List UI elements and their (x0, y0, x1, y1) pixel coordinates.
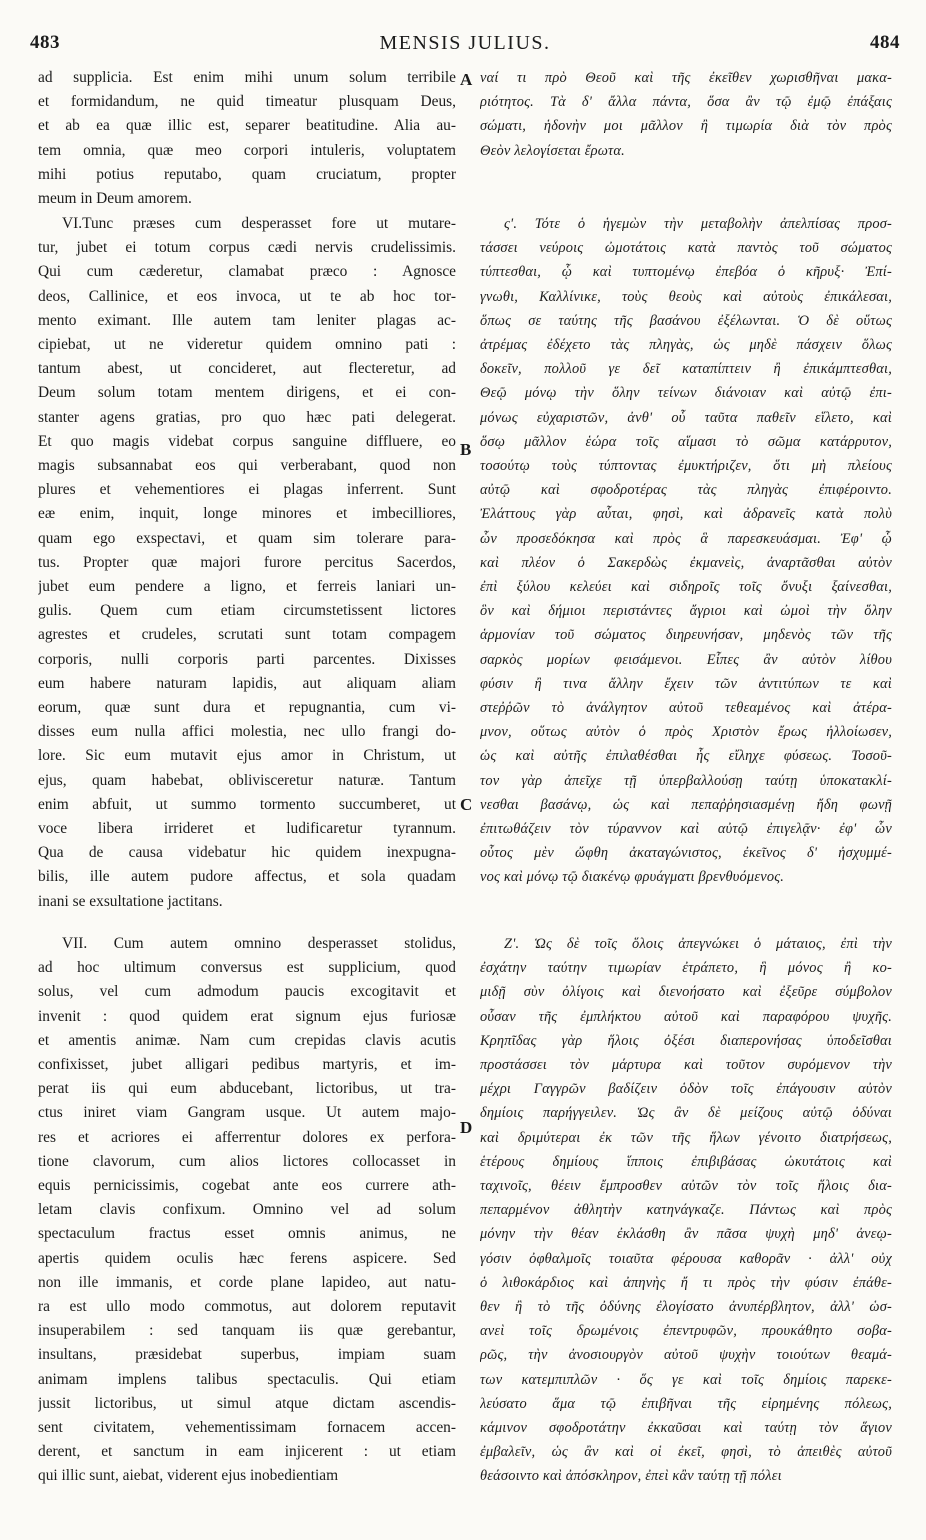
text-line: των κατεμπιπλῶν · ὅς γε καὶ τοῖς δημίοις παρεκε- (480, 1371, 892, 1388)
text-line: confixisset, jubet alligari pedibus martyris, et im- (38, 1056, 456, 1074)
text-line: θεν ἢ τὸ τῆς ὀδύνης ἐλογίσατο ἀνυπέρβλητον, ἀλλ' ὡσ- (480, 1299, 892, 1316)
text-line: corporis, nulli corporis parti parcentes. Dixisses (38, 650, 456, 668)
text-line: eorum, quæ sunt dura et repugnantia, cum vi- (38, 699, 456, 717)
text-line: apertis quidem oculis hæc ferens aspicere. Sed (38, 1249, 456, 1267)
text-line: insultans, præsidebat superbus, impiam suam (38, 1346, 456, 1364)
text-line: ὡς καὶ αὐτῆς ἐπιλαθέσθαι ἧς εἴληχε φύσεως. Τοσοῦ- (480, 748, 892, 765)
text-line: tione clavorum, cum alios lictores collocasset in (38, 1152, 456, 1170)
text-line: bilis, ille autem pudore affectus, et sola quadam (38, 868, 456, 886)
text-line: Θεὸν λελογίσεται ἔρωτα. (480, 142, 625, 159)
text-line: jussit lictoribus, ut simul atque dictam ascendis- (38, 1394, 456, 1412)
text-line: Qui cum cæderetur, clamabat præco : Agnosce (38, 263, 456, 281)
text-line: ἀτρέμας ἐδέχετο τὰς πληγὰς, ὡς μηδὲ πάσχειν ὅλως (480, 337, 892, 354)
text-line: equis pernicissimis, cogebat ante eos currere ath- (38, 1177, 456, 1195)
text-line: τάσσει νεύροις ὠμοτάτοις κατὰ παντὸς τοῦ σώματος (480, 240, 892, 257)
text-line: κάμινον σφοδροτάτην ἐκκαῦσαι καὶ ταύτῃ τὸν ἅγιον (480, 1420, 892, 1437)
text-line: λεύσατο ἅμα τῷ ἐπιβῆναι τῆς εἰρημένης πόλεως, (480, 1395, 892, 1412)
text-line: οὗτος μὲν ὤφθη ἀκαταγώνιστος, ἐκεῖνος δ' ἠσχυμμέ- (480, 845, 892, 862)
latin-paragraph-1 (38, 66, 456, 211)
text-line: ὧν προσεδόκησα καὶ πρὸς ἃ παρεσκευάσμαι. Ἐφ' ᾧ (480, 530, 892, 547)
text-line: ανεὶ τοῖς δρωμένοις ἐπεντρυφῶν, προυκάθητο σοβα- (480, 1323, 892, 1340)
text-line: deos, Callinice, et eos invoca, ut te ab hoc tor- (38, 287, 456, 305)
text-line: inani se exsultatione jactitans. (38, 892, 223, 910)
text-line: enim abfuit, ut summo tormento succumberet, ut (38, 795, 456, 813)
text-line: spectaculum fractus esset omnis animus, ne (38, 1225, 456, 1243)
text-line: θεάσοιντο καὶ ἀπόσκληρον, ἐπεὶ κἂν ταύτῃ τῇ πόλει (480, 1468, 782, 1485)
text-line: et amentis animæ. Nam cum crepidas clavis acutis (38, 1031, 456, 1049)
greek-paragraph-6 (480, 212, 892, 890)
text-line: cipiebat, ut ne videretur quidem omnino pati : (38, 336, 456, 354)
text-line: insuperabilem : sed tanquam iis quæ gerebantur, (38, 1322, 456, 1340)
text-line: sent civitatem, vehementissimam fornacem accen- (38, 1419, 456, 1437)
text-line: ὅσῳ μᾶλλον ἑώρα τοῖς αἵμασι τὸ σῶμα κατάρρυτον, (480, 433, 892, 450)
text-line: ra est ullo modo commotus, aut dolorem reputavit (38, 1298, 456, 1316)
text-line: καὶ πλέον ὁ Σακερδὼς ἐκμανεὶς, ἀναρτᾶσθαι αὐτὸν (480, 554, 892, 571)
text-line: ρῶς, τὴν ἀνοσιουργὸν αὐτοῦ ψυχὴν τοιούτων θεαμά- (480, 1347, 892, 1364)
text-line: ἐπὶ ξύλου κελεύει καὶ σιδηροῖς τοῖς ὄνυξι ξαίνεσθαι, (480, 579, 892, 596)
text-line: ταχινοῖς, θέειν ἔμπροσθεν αὐτῶν τὸν τοῖς ἥλοις δια- (480, 1178, 892, 1195)
text-line: ὅπως σε ταύτης τῆς βασάνου ἐξέλωνται. Ὁ δὲ οὕτως (480, 312, 892, 329)
page-number-left: 483 (30, 32, 60, 53)
text-line: μόνως εὐχαριστῶν, ἀνθ' οὗ ταῦτα παθεῖν εἵλετο, καὶ (480, 409, 892, 426)
text-line: στεῤῥῶν τὸ ἀνάλγητον αὐτοῦ τεθεαμένος καὶ ἀτέρα- (480, 700, 892, 717)
text-line: σώματι, ἡδονὴν μοι μᾶλλον ἢ τιμωρία διὰ τὸν πρὸς (480, 118, 892, 135)
text-line: plures et vehementiores ei plagas inferrent. Sunt (38, 481, 456, 499)
page-header (30, 32, 900, 62)
text-line: jubet eum pendere a ligno, et ferreis laniari un- (38, 578, 456, 596)
text-line: lore. Sic eum mutavit ejus amor in Christum, ut (38, 747, 456, 765)
text-line: Ζ'. Ὡς δὲ τοῖς ὅλοις ἀπεγνώκει ὁ μάταιος, ἐπὶ τὴν (504, 936, 892, 952)
text-line: tantum abest, ut concideret, aut flecteretur, ad (38, 360, 456, 378)
text-line: πεπαρμένον ἀθλητὴν κατηνάγκαζε. Πάντως καὶ πρὸς (480, 1202, 892, 1219)
greek-paragraph-1 (480, 66, 892, 163)
text-line: ad supplicia. Est enim mihi unum solum terribile (38, 69, 456, 86)
text-line: δοκεῖν, πολλοῦ γε δεῖ καταπίπτειν ἢ ἐπικάμπτεσθαι, (480, 361, 892, 378)
latin-paragraph-7 (38, 932, 456, 1489)
running-title: MENSIS JULIUS. (379, 32, 551, 54)
text-line: VI.Tunc præses cum desperasset fore ut mutare- (62, 215, 456, 232)
text-line: αὐτῷ καὶ σφοδροτέρας τὰς πληγὰς ἐπιφέροιντο. (480, 482, 892, 499)
text-line: et ab ea quæ illic est, separer beatitudine. Alia au- (38, 117, 456, 135)
text-line: ς'. Τότε ὁ ἡγεμὼν τὴν μεταβολὴν ἀπελπίσας προσ- (504, 216, 892, 232)
text-line: tem omnia, quæ meo corpori intuleris, voluptatem (38, 141, 456, 159)
text-line: quam ego exspectavi, et quam sim tolerare para- (38, 529, 456, 547)
text-line: mento eximant. Ille autem tam leniter plagas ac- (38, 311, 456, 329)
text-line: solus, vel cum admodum paucis excogitavit et (38, 983, 456, 1001)
text-line: ctus iniret viam Gangram usque. Ut autem majo- (38, 1104, 456, 1122)
text-line: Et quo magis videbat corpus sanguine diffluere, eo (38, 432, 456, 450)
text-line: νεσθαι βασάνῳ, ὡς καὶ πεπαῤῥησιασμένῃ ἤδη φωνῇ (480, 796, 892, 813)
margin-marker-c: C (460, 795, 473, 814)
text-line: τον γὰρ ἀπεῖχε τῇ ὑπερβαλλούσῃ ταύτῃ ὑποκατακλί- (480, 772, 892, 789)
text-line: gulis. Quem cum etiam circumstetissent lictores (38, 602, 456, 620)
text-line: eum habere naturam lapidis, aut aliquam aliam (38, 674, 456, 692)
text-line: γνωθι, Καλλίνικε, τοὺς θεοὺς καὶ αὐτοὺς ἐπικάλεσαι, (480, 288, 892, 305)
text-line: voce libera irrideret et ludificaretur tyrannum. (38, 820, 456, 838)
text-line: eæ enim, inquit, longe minores et imbecilliores, (38, 505, 456, 523)
text-line: tus. Propter quæ majori furore percitus Sacerdos, (38, 553, 456, 571)
text-line: res et acriores ei afferrentur dolores ex perfora- (38, 1128, 456, 1146)
text-line: animam implens talibus spectaculis. Qui etiam (38, 1370, 456, 1388)
text-line: μιδῇ σὺν ὀλίγοις καὶ διενοήσατο καὶ ἐξεῦρε σύμβολον (480, 984, 892, 1001)
text-line: mihi potius reputabo, quam cruciatum, propter (38, 165, 456, 183)
text-line: tur, jubet ei totum corpus cædi nervis crudelissimis. (38, 239, 456, 257)
text-line: μνον, οὕτως αὐτὸν ὁ πρὸς Χριστὸν ἔρως ἠλλοίωσεν, (480, 724, 892, 741)
text-line: letam clavis confixum. Omnino vel ad solum (38, 1201, 456, 1219)
text-line: γόσιν ὀφθαλμοῖς τοιαῦτα φέρουσα καθορᾶν · ἀλλ' οὐχ (480, 1250, 892, 1267)
margin-marker-b: B (460, 440, 472, 459)
text-line: ριότητος. Τὰ δ' ἄλλα πάντα, ὅσα ἂν τῷ ἐμῷ ἐπάξαις (480, 94, 892, 111)
text-line: ἐπιτωθάζειν τὸν τύραννον καὶ αὐτῷ ἐπιγελᾷν· ἐφ' ὧν (480, 821, 892, 838)
text-line: et formidandum, ne quid timeatur plusquam Deus, (38, 93, 456, 111)
text-line: ὃν καὶ δήμιοι περιστάντες ἄγριοι καὶ ὠμοὶ τὴν ὅλην (480, 603, 892, 620)
text-line: μόνην τὴν θέαν ἐκλάσθη ἂν πᾶσα ψυχὴ μηδ' ἀνεῳ- (480, 1226, 892, 1243)
text-line: stanter agens gratias, pro quo hæc pati delegerat. (38, 408, 456, 426)
text-line: νος καὶ μόνῳ τῷ διακένῳ φρυάγματι βρενθυόμενος. (480, 869, 785, 886)
text-line: VII. Cum autem omnino desperasset stolidus, (62, 935, 456, 952)
text-line: agrestes et crudeles, scrutati sunt totam compagem (38, 626, 456, 644)
text-line: ejus, quam habebat, oblivisceretur naturæ. Tantum (38, 771, 456, 789)
text-line: ἐσχάτην ταύτην τιμωρίαν ἐτράπετο, ἣ μόνος ἢ κο- (480, 960, 892, 977)
text-line: meum in Deum amorem. (38, 190, 192, 208)
text-line: ναί τι πρὸ Θεοῦ καὶ τῆς ἐκεῖθεν χωρισθῆναι μακα- (480, 70, 892, 86)
page-number-right: 484 (870, 32, 900, 53)
text-line: invenit : quod quidem erat signum ejus furiosæ (38, 1007, 456, 1025)
text-line: φύσιν ἢ τινα ἄλλην ἔχειν τῶν ἀντιτύπων τε καὶ (480, 675, 892, 692)
text-line: ἑτέρους δημίους ἵπποις ἐπιβιβάσας ὠκυτάτοις καὶ (480, 1153, 892, 1170)
text-line: perat iis qui eum abducebant, lictoribus, ut tra- (38, 1080, 456, 1098)
text-line: μέχρι Γαγγρῶν βαδίζειν ὁδὸν τοῖς ἐπάγουσιν αὐτὸν (480, 1081, 892, 1098)
text-line: qui illic sunt, aiebat, viderent ejus inobedientiam (38, 1467, 339, 1485)
text-line: non ille immanis, et corde plane lapideo, aut natu- (38, 1273, 456, 1291)
margin-marker-a: A (460, 70, 473, 89)
text-line: Θεῷ μόνῳ τὴν ὅλην τείνων διάνοιαν καὶ αὐτῷ ἐπι- (480, 385, 892, 402)
text-line: οὖσαν τῆς ἐμπλήκτου αὐτοῦ καὶ παραφόρου ψυχῆς. (480, 1008, 892, 1025)
text-line: magis subsannabat eos qui verberabant, quod non (38, 457, 456, 475)
text-line: τύπτεσθαι, ᾧ καὶ τυπτομένῳ ἐπεβόα ὁ κῆρυξ· Ἐπί- (480, 264, 892, 281)
greek-paragraph-7 (480, 932, 892, 1489)
margin-marker-d: D (460, 1118, 473, 1137)
text-line: Κρηπῖδας γὰρ ἥλοις ὀξέσι διαπερονήσας ὑποδεῖσθαι (480, 1032, 892, 1049)
text-line: Deum solum totam mentem dirigens, et ei con- (38, 384, 456, 402)
text-line: ὁ λιθοκάρδιος καὶ ἀπηνὴς ἤ τι πρὸς τὴν φύσιν ἐπάθε- (480, 1274, 892, 1291)
text-line: Ἐλάττους γὰρ αὗται, φησὶ, καὶ ἀδρανεῖς κατὰ πολὺ (480, 506, 892, 523)
latin-paragraph-6 (38, 212, 456, 914)
text-line: τοσούτῳ τοὺς τύπτοντας ἐμυκτήριζεν, ὅτι μὴ πλείους (480, 458, 892, 475)
text-line: ἁρμονίαν τοῦ σώματος διηρευνήσαν, μηδενὸς τῶν τῆς (480, 627, 892, 644)
text-line: disses eum nulla affici molestia, nec ullo frangi do- (38, 723, 456, 741)
text-line: derent, et sanctum in eam injicerent : ut etiam (38, 1443, 456, 1461)
text-line: Qua de causa videbatur hic quidem inexpugna- (38, 844, 456, 862)
text-line: σαρκὸς μορίων φεισάμενοι. Εἶπες ἂν αὐτὸν λίθου (480, 651, 892, 668)
text-line: ἐμβαλεῖν, ὡς ἂν καὶ οἱ ἐκεῖ, φησὶ, τὸ ἀπειθὲς αὐτοῦ (480, 1444, 892, 1461)
text-line: ad hoc ultimum conversus est supplicium, quod (38, 959, 456, 977)
text-line: προστάσσει τὸν μάρτυρα καὶ τοῦτον συρόμενον τὴν (480, 1057, 892, 1074)
text-line: καὶ δριμύτεραι ἐκ τῶν τῆς ἥλων γένοιτο διατρήσεως, (480, 1129, 892, 1146)
text-line: δημίοις παρήγγειλεν. Ὡς ἂν δὲ μείζους αὐτῷ ὀδύναι (480, 1105, 892, 1122)
